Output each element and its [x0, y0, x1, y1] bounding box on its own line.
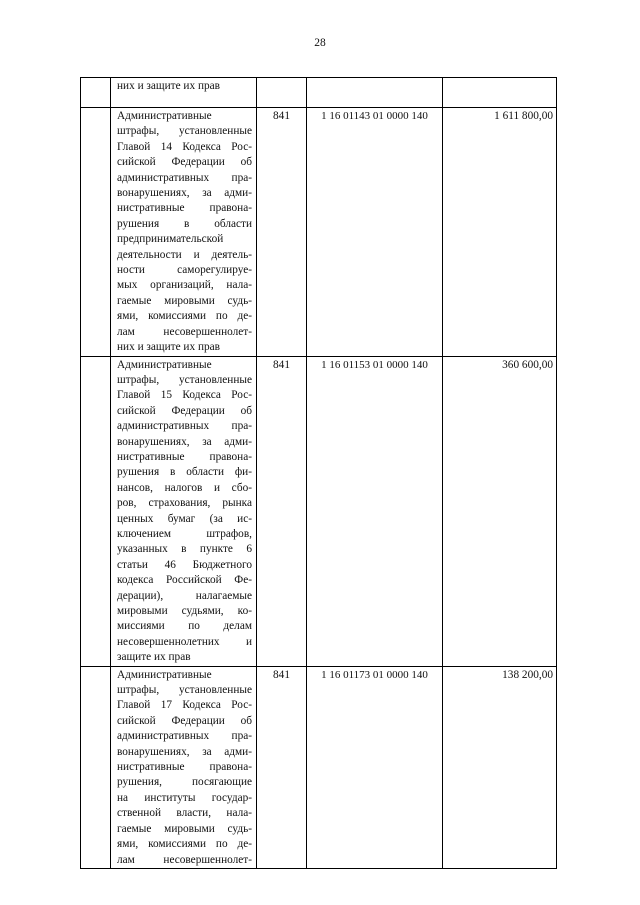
description-line: ности саморегулируе-: [117, 264, 252, 277]
description-cell: [111, 666, 257, 868]
description-line: нистративные правона-: [117, 761, 252, 774]
admin-code-cell: 841: [257, 356, 307, 666]
description-line: административных пра-: [117, 171, 252, 184]
description-line: несовершеннолетних и: [117, 635, 252, 648]
description-line: административных пра-: [117, 420, 252, 433]
table-row: [81, 78, 557, 108]
description-line: указанных в пункте 6: [117, 543, 252, 556]
description-line: Главой 17 Кодекса Рос-: [117, 699, 252, 712]
index-cell: [81, 108, 111, 357]
admin-code-cell: 841: [257, 666, 307, 868]
description-line: дерации), налагаемые: [117, 589, 252, 602]
description-line: штрафы, установленные: [117, 684, 252, 697]
index-cell: [81, 78, 111, 108]
description-line: деятельности и деятель-: [117, 248, 252, 261]
description-line: гаемые мировыми судь-: [117, 294, 252, 307]
kbk-code-cell: [307, 78, 443, 108]
description-line: ценных бумаг (за ис-: [117, 512, 252, 525]
description-line: мировыми судьями, ко-: [117, 605, 252, 617]
description-line: мых организаций, нала-: [117, 279, 252, 292]
description-cell: [111, 356, 257, 666]
budget-revenue-table: [80, 77, 557, 869]
description-line: гаемые мировыми судь-: [117, 822, 252, 835]
description-line: Главой 15 Кодекса Рос-: [117, 389, 252, 402]
description-line: ров, страхования, рынка: [117, 497, 252, 510]
description-line: Административные: [117, 358, 212, 371]
index-cell: [81, 666, 111, 868]
kbk-code-cell: 1 16 01143 01 0000 140: [307, 108, 443, 357]
table-body: [81, 78, 557, 869]
description-line: сийской Федерации об: [117, 714, 252, 727]
description-line: лам несовершеннолет-: [117, 853, 252, 866]
table-row: [81, 108, 557, 357]
description-line: на институты государ-: [117, 791, 252, 804]
description-line: штрафы, установленные: [117, 373, 252, 386]
description-line: Административные: [117, 110, 212, 122]
description-line: статьи 46 Бюджетного: [117, 558, 252, 571]
description-line: штрафы, установленные: [117, 125, 252, 138]
description-line: рушения, посягающие: [117, 776, 252, 789]
description-line: ями, комиссиями по де-: [117, 310, 252, 323]
description-line: Административные: [117, 668, 212, 681]
description-line: нистративные правона-: [117, 202, 252, 215]
description-line: вонарушениях, за адми-: [117, 187, 252, 200]
kbk-code-cell: 1 16 01153 01 0000 140: [307, 356, 443, 666]
description-line: миссиями по делам: [117, 620, 252, 633]
description-line: защите их прав: [117, 651, 191, 664]
description-line: ственной власти, нала-: [117, 807, 252, 820]
description-cell: [111, 78, 257, 108]
description-line: ями, комиссиями по де-: [117, 838, 252, 851]
description-line: них и защите их прав: [117, 341, 220, 354]
amount-cell: [443, 78, 557, 108]
description-line: рушения в области: [117, 217, 252, 230]
description-line: сийской Федерации об: [117, 404, 252, 417]
description-line: предпринимательской: [117, 233, 224, 246]
description-line: нистративные правона-: [117, 450, 252, 463]
description-line: них и защите их прав: [117, 80, 220, 92]
amount-cell: 360 600,00: [443, 356, 557, 666]
description-line: сийской Федерации об: [117, 156, 252, 169]
amount-cell: 1 611 800,00: [443, 108, 557, 357]
description-line: административных пра-: [117, 730, 252, 743]
table-row: [81, 666, 557, 868]
description-cell: [111, 108, 257, 357]
admin-code-cell: 841: [257, 108, 307, 357]
table-row: [81, 356, 557, 666]
description-line: вонарушениях, за адми-: [117, 435, 252, 448]
description-line: рушения в области фи-: [117, 466, 252, 479]
page-number: 28: [314, 37, 326, 49]
description-line: нансов, налогов и сбо-: [117, 481, 252, 494]
admin-code-cell: [257, 78, 307, 108]
description-line: лам несовершеннолет-: [117, 325, 252, 338]
index-cell: [81, 356, 111, 666]
amount-cell: 138 200,00: [443, 666, 557, 868]
description-line: вонарушениях, за адми-: [117, 745, 252, 758]
description-line: кодекса Российской Фе-: [117, 574, 252, 587]
description-line: ключением штрафов,: [117, 527, 252, 540]
kbk-code-cell: 1 16 01173 01 0000 140: [307, 666, 443, 868]
description-line: Главой 14 Кодекса Рос-: [117, 140, 252, 153]
